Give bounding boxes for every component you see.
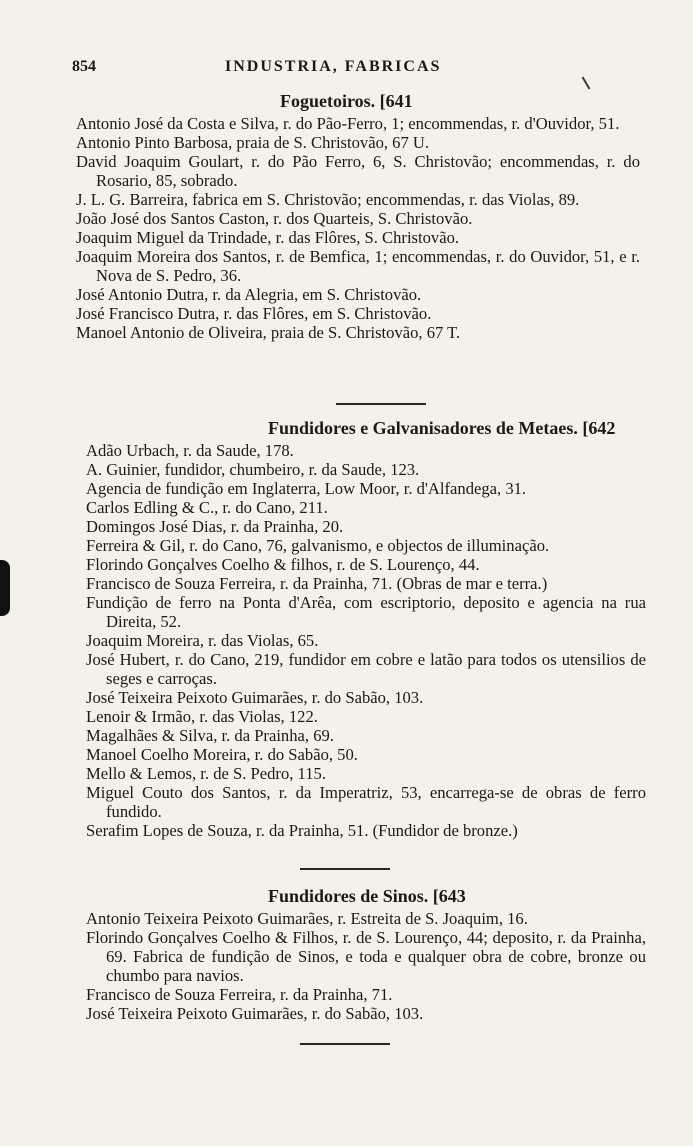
section-divider: [300, 868, 390, 870]
list-item: João José dos Santos Caston, r. dos Quarteis, S. Christovão.: [76, 209, 473, 228]
list-item: Antonio Pinto Barbosa, praia de S. Christovão, 67 U.: [76, 133, 430, 152]
section-heading: [0, 88, 693, 114]
entry-list: [0, 909, 693, 1023]
section-title: Foguetoiros.: [280, 91, 376, 111]
list-item: Serafim Lopes de Souza, r. da Prainha, 51. (Fundidor de bronze.): [86, 821, 518, 840]
entry-list: [0, 441, 693, 840]
list-item: Mello & Lemos, r. de S. Pedro, 115.: [86, 764, 326, 783]
list-item: Francisco de Souza Ferreira, r. da Prainha, 71. (Obras de mar e terra.): [86, 574, 548, 593]
entry-list: [0, 114, 693, 342]
list-item: A. Guinier, fundidor, chumbeiro, r. da Saude, 123.: [86, 460, 420, 479]
list-item: Antonio José da Costa e Silva, r. do Pão-Ferro, 1; encommendas, r. d'Ouvidor, 51.: [76, 114, 620, 133]
section-heading: [0, 415, 693, 441]
list-item: J. L. G. Barreira, fabrica em S. Christovão; encommendas, r. das Violas, 89.: [76, 190, 580, 209]
list-item: Antonio Teixeira Peixoto Guimarães, r. Estreita de S. Joaquim, 16.: [86, 909, 528, 928]
list-item: Florindo Gonçalves Coelho & Filhos, r. de S. Lourenço, 44; deposito, r. da Prainha, 69. Fabrica de fundição de Sinos, e toda e qualquer obra de cobre, bronze ou chumbo para navios.: [86, 928, 646, 985]
section-fundidores-sinos: [0, 883, 693, 1023]
list-item: Magalhães & Silva, r. da Prainha, 69.: [86, 726, 334, 745]
list-item: Adão Urbach, r. da Saude, 178.: [86, 441, 294, 460]
list-item: Fundição de ferro na Ponta d'Arêa, com escriptorio, deposito e agencia na rua Direita, 52.: [86, 593, 646, 631]
page-header: [0, 58, 693, 86]
list-item: José Francisco Dutra, r. das Flôres, em S. Christovão.: [76, 304, 432, 323]
list-item: José Teixeira Peixoto Guimarães, r. do Sabão, 103.: [86, 1004, 424, 1023]
section-divider: [336, 403, 426, 405]
list-item: José Teixeira Peixoto Guimarães, r. do Sabão, 103.: [86, 688, 424, 707]
list-item: Joaquim Miguel da Trindade, r. das Flôres, S. Christovão.: [76, 228, 460, 247]
section-divider: [300, 1043, 390, 1045]
list-item: Domingos José Dias, r. da Prainha, 20.: [86, 517, 344, 536]
list-item: José Hubert, r. do Cano, 219, fundidor em cobre e latão para todos os utensilios de seges e carroças.: [86, 650, 646, 688]
page-number: 854: [72, 58, 96, 75]
list-item: Agencia de fundição em Inglaterra, Low Moor, r. d'Alfandega, 31.: [86, 479, 527, 498]
list-item: Carlos Edling & C., r. do Cano, 211.: [86, 498, 328, 517]
section-number: [642: [582, 418, 616, 438]
list-item: Joaquim Moreira, r. das Violas, 65.: [86, 631, 319, 650]
list-item: Joaquim Moreira dos Santos, r. de Bemfica, 1; encommendas, r. do Ouvidor, 51, e r. Nova de S. Pedro, 36.: [76, 247, 640, 285]
section-fogueteiros: [0, 88, 693, 342]
list-item: Manoel Antonio de Oliveira, praia de S. Christovão, 67 T.: [76, 323, 461, 342]
list-item: Ferreira & Gil, r. do Cano, 76, galvanismo, e objectos de illuminação.: [86, 536, 550, 555]
list-item: Florindo Gonçalves Coelho & filhos, r. de S. Lourenço, 44.: [86, 555, 480, 574]
list-item: Manoel Coelho Moreira, r. do Sabão, 50.: [86, 745, 358, 764]
list-item: David Joaquim Goulart, r. do Pão Ferro, 6, S. Christovão; encommendas, r. do Rosario, 85, sobrado.: [76, 152, 640, 190]
section-title: Fundidores de Sinos.: [268, 886, 429, 906]
section-number: [641: [379, 91, 413, 111]
section-heading: [0, 883, 693, 909]
section-number: [643: [432, 886, 466, 906]
section-fundidores-metaes: [0, 415, 693, 840]
section-title: Fundidores e Galvanisadores de Metaes.: [268, 418, 578, 438]
list-item: Lenoir & Irmão, r. das Violas, 122.: [86, 707, 318, 726]
running-title: INDUSTRIA, FABRICAS: [225, 58, 442, 75]
list-item: José Antonio Dutra, r. da Alegria, em S. Christovão.: [76, 285, 422, 304]
list-item: Francisco de Souza Ferreira, r. da Prainha, 71.: [86, 985, 393, 1004]
list-item: Miguel Couto dos Santos, r. da Imperatriz, 53, encarrega-se de obras de ferro fundido.: [86, 783, 646, 821]
